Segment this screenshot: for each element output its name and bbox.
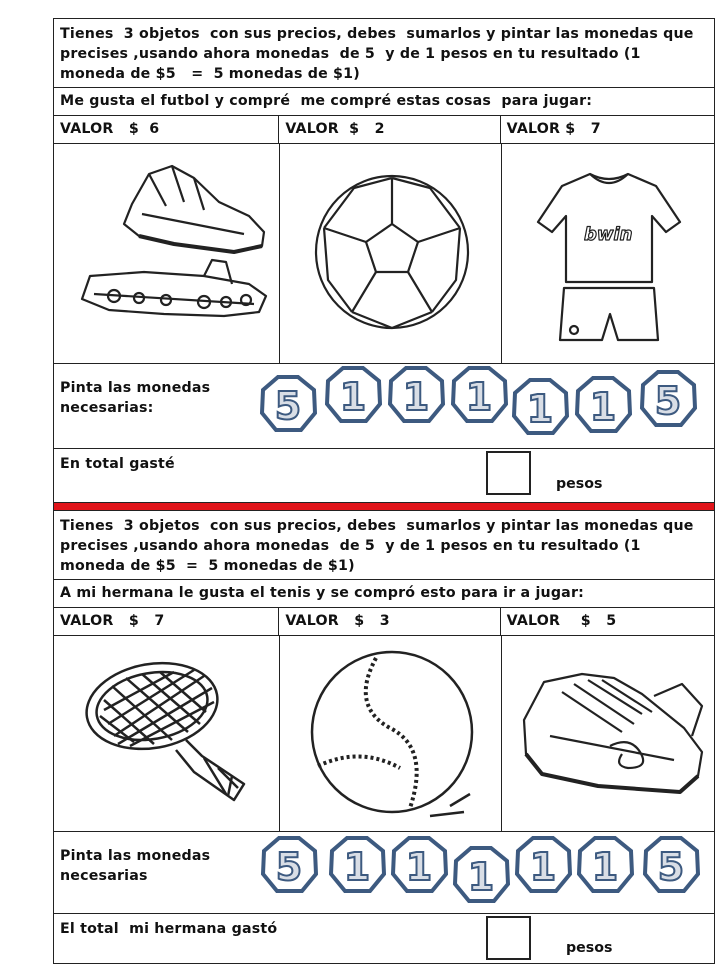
coin-value: 5 (274, 384, 302, 428)
pesos-label: pesos (556, 476, 603, 492)
coin-value: 1 (526, 387, 554, 431)
images-row (54, 636, 714, 832)
price-label: VALOR $ 6 (60, 121, 160, 137)
coin-1[interactable] (328, 836, 386, 894)
coin-5[interactable] (639, 370, 697, 428)
coin-value: 1 (402, 375, 430, 419)
total-answer-box[interactable] (486, 451, 531, 495)
coins-group (54, 364, 714, 448)
section-divider (53, 503, 715, 510)
total-row (54, 449, 714, 503)
price-label: VALOR $ 7 (60, 613, 165, 629)
coin-1[interactable] (450, 366, 508, 424)
coin-5[interactable] (260, 836, 318, 894)
coin-1[interactable] (390, 836, 448, 894)
instructions-row (54, 19, 714, 88)
instructions-text: Tienes 3 objetos con sus precios, debes sumarlos y pintar las monedas que precises ,usando ahora monedas de 5 y de 1 pesos en tu resultado (1 moneda de $5 = 5 monedas de $1) (60, 26, 699, 82)
coin-value: 1 (589, 385, 617, 429)
coin-5[interactable] (642, 836, 700, 894)
pesos-label: pesos (566, 940, 613, 956)
instructions-text: Tienes 3 objetos con sus precios, debes sumarlos y pintar las monedas que precises ,usando ahora monedas de 5 y de 1 pesos en tu resultado (1 moneda de $5 = 5 monedas de $1) (60, 518, 699, 574)
coins-row (54, 364, 714, 449)
coin-value: 1 (343, 845, 371, 889)
coins-row (54, 832, 714, 914)
coin-1[interactable] (576, 836, 634, 894)
coins-group (54, 832, 714, 913)
prices-row (54, 116, 714, 144)
tennis-racket-icon (54, 636, 280, 832)
soccer-ball-icon (280, 144, 502, 364)
coin-value: 1 (405, 845, 433, 889)
sneaker-icon (502, 636, 716, 832)
intro-row (54, 88, 714, 116)
price-label: VALOR $ 3 (285, 613, 390, 629)
instructions-row (54, 511, 714, 580)
price-label: VALOR $ 2 (285, 121, 385, 137)
coin-value: 1 (591, 845, 619, 889)
worksheet-section-1 (53, 18, 715, 503)
worksheet (53, 18, 715, 964)
intro-row (54, 580, 714, 608)
coin-1[interactable] (452, 846, 510, 904)
prices-row (54, 608, 714, 636)
coin-value: 5 (657, 845, 685, 889)
intro-text: Me gusta el futbol y compré me compré estas cosas para jugar: (60, 93, 593, 109)
coin-1[interactable] (387, 366, 445, 424)
coin-1[interactable] (511, 378, 569, 436)
coin-1[interactable] (574, 376, 632, 434)
total-label: El total mi hermana gastó (60, 921, 278, 937)
coins-label: Pinta las monedas necesarias (60, 848, 211, 884)
intro-text: A mi hermana le gusta el tenis y se compró esto para ir a jugar: (60, 585, 585, 601)
coin-value: 1 (339, 375, 367, 419)
coin-5[interactable] (259, 375, 317, 433)
coin-value: 5 (654, 379, 682, 423)
tennis-ball-icon (280, 636, 502, 832)
soccer-cleats-icon (54, 144, 280, 364)
price-label: VALOR $ 7 (506, 121, 601, 137)
svg-text:bwin: bwin (584, 224, 633, 245)
soccer-kit-icon (502, 144, 716, 364)
images-row (54, 144, 714, 364)
coin-value: 1 (529, 845, 557, 889)
coin-1[interactable] (514, 836, 572, 894)
worksheet-section-2 (53, 510, 715, 964)
coin-1[interactable] (324, 366, 382, 424)
coin-value: 5 (275, 845, 303, 889)
total-row (54, 914, 714, 964)
total-answer-box[interactable] (486, 916, 531, 960)
coin-value: 1 (465, 375, 493, 419)
coins-label: Pinta las monedas necesarias: (60, 380, 211, 416)
coin-value: 1 (467, 855, 495, 899)
price-label: VALOR $ 5 (506, 613, 617, 629)
total-label: En total gasté (60, 456, 175, 472)
